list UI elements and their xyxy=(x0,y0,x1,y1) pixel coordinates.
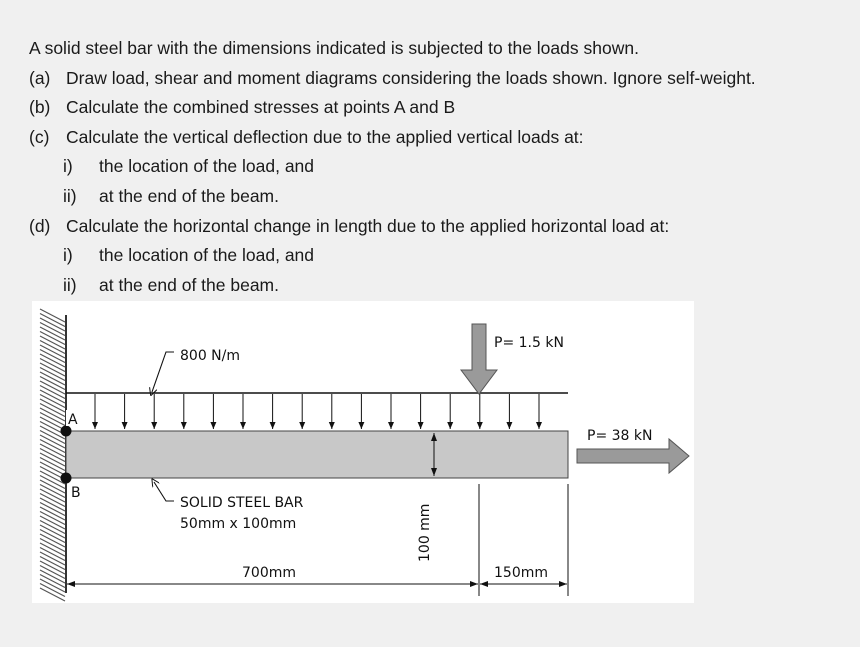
part-label: (c) xyxy=(29,126,50,147)
subpart-label: i) xyxy=(63,156,73,177)
subpart-text: the location of the load, and xyxy=(99,245,315,266)
part-text: Draw load, shear and moment diagrams considering the loads shown. Ignore self-weight. xyxy=(66,67,756,88)
part-text: Calculate the combined stresses at points A and B xyxy=(66,97,456,118)
part-label: (a) xyxy=(29,67,51,88)
axial-load-arrow xyxy=(577,439,689,473)
bar-leader xyxy=(154,482,174,501)
bar-label-line2: 50mm x 100mm xyxy=(180,516,297,532)
distributed-load xyxy=(66,393,568,429)
point-a-label: A xyxy=(68,412,78,428)
span2-label: 150mm xyxy=(494,565,548,581)
part-label: (d) xyxy=(29,215,51,236)
point-load-label: P= 1.5 kN xyxy=(494,335,564,351)
wall-support xyxy=(40,309,66,601)
problem-intro: A solid steel bar with the dimensions indicated is subjected to the loads shown. xyxy=(29,38,639,58)
subpart-text: the location of the load, and xyxy=(99,156,315,177)
point-load-arrow xyxy=(461,324,497,394)
steel-bar xyxy=(66,431,568,478)
part-label: (b) xyxy=(29,97,51,118)
point-b-label: B xyxy=(71,485,81,501)
udl-label: 800 N/m xyxy=(180,348,240,364)
subpart-label: ii) xyxy=(63,185,77,206)
bar-label-line1: SOLID STEEL BAR xyxy=(180,495,304,511)
subpart-label: i) xyxy=(63,245,73,266)
part-text: Calculate the horizontal change in length due to the applied horizontal load at: xyxy=(66,215,670,236)
subpart-label: ii) xyxy=(63,274,77,295)
udl-leader xyxy=(152,352,174,392)
subpart-text: at the end of the beam. xyxy=(99,185,279,206)
subpart-text: at the end of the beam. xyxy=(99,274,279,295)
point-b-marker xyxy=(61,473,72,484)
depth-label: 100 mm xyxy=(417,503,433,562)
axial-load-label: P= 38 kN xyxy=(587,428,653,444)
part-text: Calculate the vertical deflection due to the applied vertical loads at: xyxy=(66,126,584,147)
span1-label: 700mm xyxy=(242,565,296,581)
